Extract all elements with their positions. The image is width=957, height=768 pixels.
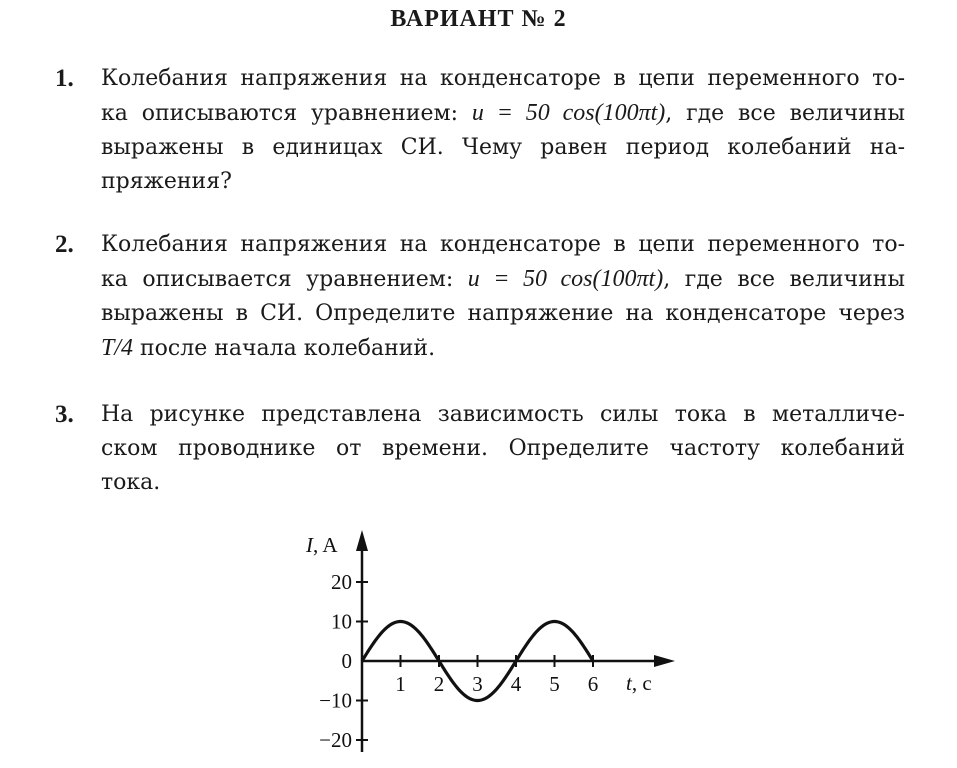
problem-line: пряжения? [101, 169, 232, 194]
y-tick-label: 20 [331, 570, 352, 594]
x-tick-label: 1 [395, 672, 406, 696]
problem-line: Колебания напряжения на конденсаторе в цепи переменного то- [101, 66, 905, 91]
y-tick-label: −10 [319, 688, 352, 713]
problem-line: Колебания напряжения на конденсаторе в цепи переменного то- [101, 232, 905, 257]
y-tick-label: 10 [331, 609, 352, 634]
problem-number: 3. [55, 401, 74, 428]
variant-title: ВАРИАНТ № 2 [390, 6, 567, 32]
y-axis-arrow [356, 530, 368, 551]
problem-line-text: ка описывается уравнением: [101, 267, 468, 292]
x-axis-arrow [654, 655, 675, 667]
problem-line-text: ка описываются уравнением: [101, 101, 472, 126]
x-tick-label: 4 [510, 672, 522, 696]
x-tick-label: 6 [587, 672, 599, 696]
chart-labels [305, 533, 652, 752]
problem-line: ском проводнике от времени. Определите частоту колебаний [101, 436, 905, 461]
x-tick-label: 3 [472, 672, 483, 696]
problem-line: На рисунке представлена зависимость силы тока в металличе- [101, 402, 905, 427]
y-tick-label: 0 [341, 649, 352, 673]
problem-line: выражены в СИ. Определите напряжение на конденсаторе через [101, 301, 905, 326]
y-tick-label: −20 [319, 728, 352, 752]
problem-number: 1. [55, 65, 74, 92]
problem-line: тока. [101, 470, 161, 495]
problem-line: выражены в единицах СИ. Чему равен период колебаний на- [101, 135, 905, 160]
time-expression: T/4 [101, 335, 134, 361]
chart-axes [356, 530, 675, 752]
problem-line-text: после начала колебаний. [133, 336, 436, 361]
equation: u = 50 cos(100πt) [471, 100, 666, 126]
problem-line-text: , где все величины [665, 101, 905, 126]
x-axis-label: t, c [626, 671, 652, 695]
problem-number: 2. [55, 231, 74, 258]
x-tick-label: 2 [433, 672, 445, 696]
equation: u = 50 cos(100πt) [467, 266, 664, 292]
y-axis-label: I, A [306, 533, 338, 557]
problem-line-text: , где все величины [663, 267, 905, 292]
x-tick-label: 5 [549, 672, 560, 696]
